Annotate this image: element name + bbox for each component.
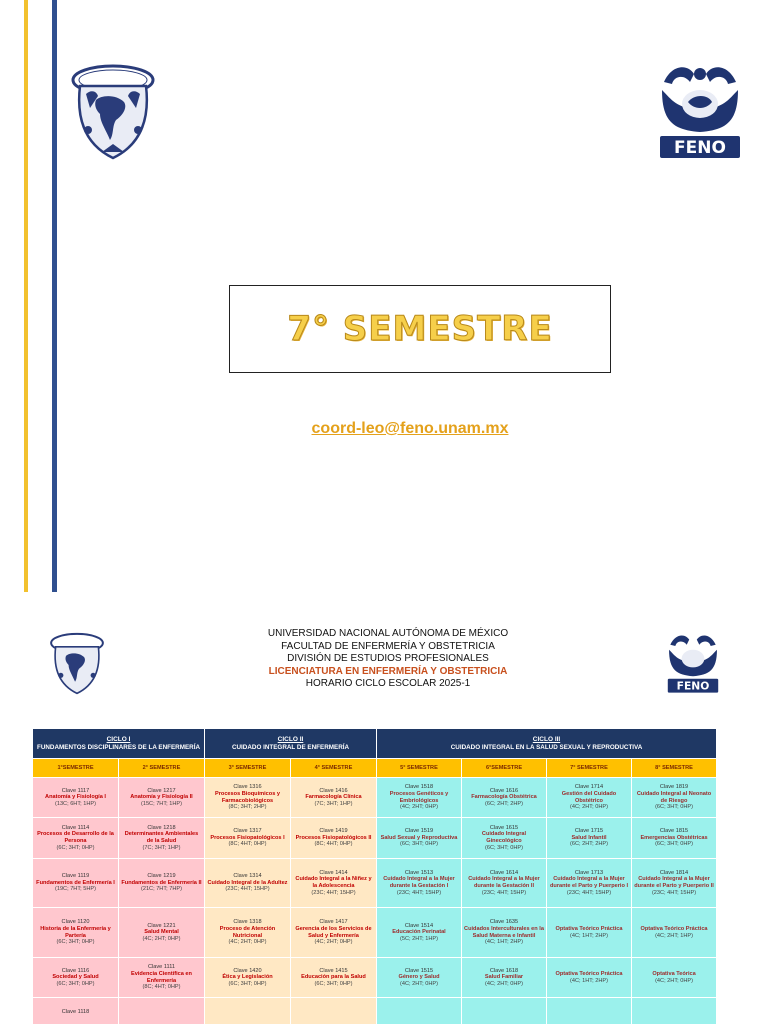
- course-hours: (13C; 6HT; 1HP): [54, 800, 97, 807]
- course-name: Salud Familiar: [484, 974, 524, 981]
- course-cell: [462, 778, 547, 818]
- course-hours: (23C; 4HT; 15HP): [396, 889, 442, 896]
- course-hours: (23C; 4HT; 15HP): [225, 886, 270, 893]
- course-name: Procesos Fisiopatológicos I: [210, 834, 285, 841]
- header-line-university: UNIVERSIDAD NACIONAL AUTÓNOMA DE MÉXICO: [267, 628, 509, 639]
- semester-header: 2° SEMESTRE: [119, 759, 205, 778]
- course-key: Clave 1420: [233, 967, 262, 974]
- cycle-number: CICLO II: [277, 735, 304, 743]
- course-name: Sociedad y Salud: [52, 974, 99, 981]
- cycle-name: CUIDADO INTEGRAL EN LA SALUD SEXUAL Y REPRODUCTIVA: [450, 743, 643, 751]
- course-hours: (23C; 4HT; 15HP): [481, 889, 527, 896]
- institution-header: [170, 628, 606, 691]
- course-cell: [462, 998, 547, 1024]
- course-cell: [205, 908, 291, 958]
- semester-header: 8° SEMESTRE: [632, 759, 717, 778]
- course-key: Clave 1819: [659, 784, 689, 791]
- course-cell: [33, 998, 119, 1024]
- header-line-division: DIVISIÓN DE ESTUDIOS PROFESIONALES: [287, 653, 489, 664]
- course-key: Clave 1111: [147, 964, 176, 971]
- course-key: Clave 1419: [319, 828, 348, 835]
- cycle-name: CUIDADO INTEGRAL DE ENFERMERÍA: [231, 743, 350, 751]
- course-cell: [205, 778, 291, 818]
- course-key: Clave 1515: [404, 967, 434, 974]
- cycle-header: [377, 729, 717, 759]
- course-cell: [462, 859, 547, 908]
- course-cell: [632, 818, 717, 859]
- course-name: Salud Mental: [144, 929, 179, 936]
- course-cell: [462, 818, 547, 859]
- course-cell: [632, 958, 717, 998]
- course-name: Farmacología Clínica: [305, 794, 362, 801]
- course-cell: [119, 859, 205, 908]
- course-key: Clave 1119: [61, 873, 90, 880]
- course-cell: [205, 998, 291, 1024]
- table-row: [33, 998, 717, 1024]
- semester-header: 4° SEMESTRE: [291, 759, 377, 778]
- course-hours: (4C; 2HT; 0HP): [400, 804, 438, 811]
- course-cell: [33, 818, 119, 859]
- table-row: [33, 859, 717, 908]
- course-name: Procesos Fisiopatológicos II: [295, 834, 372, 841]
- semester-header-row: [33, 759, 717, 778]
- course-cell: [291, 958, 377, 998]
- course-key: Clave 1218: [147, 824, 176, 831]
- course-hours: (6C; 3HT; 0HP): [400, 841, 438, 848]
- course-key: Clave 1417: [319, 919, 348, 926]
- course-hours: (6C; 3HT; 0HP): [56, 980, 95, 987]
- course-hours: (6C; 2HT; 2HP): [570, 841, 608, 848]
- course-hours: (4C; 2HT; 0HP): [228, 939, 267, 946]
- course-cell: [291, 908, 377, 958]
- course-name: Salud Infantil: [571, 834, 607, 841]
- course-key: Clave 1317: [233, 828, 262, 835]
- course-hours: (6C; 3HT; 0HP): [485, 844, 523, 851]
- course-name: Cuidado Integral Ginecológico: [481, 831, 527, 844]
- course-cell: [377, 818, 462, 859]
- course-hours: (6C; 3HT; 0HP): [56, 939, 95, 946]
- course-hours: (6C; 3HT; 0HP): [314, 980, 353, 987]
- course-name: Optativa Teórico Práctica: [555, 925, 623, 932]
- course-name: Cuidado Integral al Neonato de Riesgo: [636, 790, 712, 804]
- course-hours: (4C; 2HT; 0HP): [655, 977, 693, 984]
- course-name: Historia de la Enfermería y Partería: [40, 925, 111, 939]
- course-cell: [632, 778, 717, 818]
- course-hours: (23C; 4HT; 15HP): [651, 889, 697, 896]
- course-key: Clave 1318: [233, 919, 262, 926]
- feno-logo: [664, 630, 722, 696]
- course-cell: [119, 958, 205, 998]
- course-hours: (8C; 4HT; 0HP): [228, 841, 267, 848]
- course-name: Optativa Teórica: [652, 970, 696, 977]
- course-cell: [291, 778, 377, 818]
- course-hours: (6C; 3HT; 0HP): [655, 841, 693, 848]
- course-cell: [377, 958, 462, 998]
- course-hours: (23C; 4HT; 15HP): [566, 889, 612, 896]
- course-key: Clave 1217: [147, 787, 176, 794]
- table-row: [33, 778, 717, 818]
- course-key: Clave 1616: [489, 787, 519, 794]
- course-cell: [119, 778, 205, 818]
- course-hours: (4C; 2HT; 0HP): [142, 935, 181, 942]
- course-cell: [119, 818, 205, 859]
- course-name: Optativa Teórico Práctica: [640, 925, 708, 932]
- course-cell: [547, 818, 632, 859]
- course-rows: [33, 778, 717, 1024]
- unam-seal-logo: [46, 630, 108, 696]
- course-key: Clave 1114: [61, 824, 90, 831]
- coordination-email-link[interactable]: coord-leo@feno.unam.mx: [311, 420, 509, 437]
- course-hours: (5C; 2HT; 1HP): [400, 935, 438, 942]
- table-row: [33, 818, 717, 859]
- course-key: Clave 1221: [147, 922, 176, 929]
- course-key: Clave 1514: [404, 922, 434, 929]
- course-cell: [291, 998, 377, 1024]
- course-name: Procesos de Desarrollo de la Persona: [37, 831, 114, 844]
- course-key: Clave 1815: [659, 828, 689, 835]
- course-key: Clave 1615: [489, 824, 519, 831]
- course-cell: [377, 998, 462, 1024]
- feno-logo-text: FENO: [674, 138, 726, 158]
- course-name: Evidencia Científica en Enfermería: [131, 970, 192, 984]
- slide-divider: [0, 594, 768, 618]
- header-line-schedule: HORARIO CICLO ESCOLAR 2025-1: [305, 678, 471, 689]
- course-hours: (4C; 1HT; 2HP): [485, 939, 523, 946]
- course-name: Cuidado Integral de la Adultez: [207, 879, 288, 886]
- course-cell: [205, 859, 291, 908]
- course-name: Educación Perinatal: [392, 929, 446, 936]
- semester-title-box: [229, 285, 611, 373]
- cycle-number: CICLO III: [532, 735, 561, 743]
- feno-logo: [654, 60, 746, 162]
- course-key: Clave 1814: [659, 869, 689, 876]
- course-name: Anatomía y Fisiología I: [45, 794, 106, 801]
- curriculum-table: [32, 728, 717, 1024]
- course-hours: (19C; 7HT; 5HP): [54, 886, 97, 893]
- course-name: Salud Sexual y Reproductiva: [380, 834, 458, 841]
- course-cell: [462, 958, 547, 998]
- cycle-header: [33, 729, 205, 759]
- course-hours: (4C; 2HT; 0HP): [570, 804, 608, 811]
- course-key: Clave 1715: [574, 828, 604, 835]
- semester-header: 3° SEMESTRE: [205, 759, 291, 778]
- course-key: Clave 1518: [404, 784, 434, 791]
- course-key: Clave 1120: [61, 919, 90, 926]
- course-key: Clave 1416: [319, 787, 348, 794]
- course-cell: [33, 859, 119, 908]
- course-hours: (4C; 2HT; 0HP): [400, 980, 438, 987]
- course-key: Clave 1414: [319, 869, 348, 876]
- course-cell: [33, 778, 119, 818]
- course-hours: (6C; 3HT; 0HP): [228, 980, 267, 987]
- course-cell: [462, 908, 547, 958]
- course-name: Procesos Bioquímicos y Farmacobiológicos: [215, 790, 280, 804]
- course-name: Emergencias Obstétricas: [640, 834, 708, 841]
- course-cell: [33, 958, 119, 998]
- course-key: Clave 1519: [404, 828, 434, 835]
- course-cell: [205, 958, 291, 998]
- cycle-number: CICLO I: [106, 735, 131, 743]
- course-hours: (7C; 3HT; 1HP): [314, 800, 353, 807]
- course-key: Clave 1415: [319, 967, 348, 974]
- course-cell: [632, 998, 717, 1024]
- header-line-degree: LICENCIATURA EN ENFERMERÍA Y OBSTETRICIA: [268, 665, 508, 677]
- feno-logo-text: FENO: [676, 679, 710, 693]
- course-name: Cuidado Integral a la Mujer durante el Parto y Puerperio II: [634, 876, 714, 889]
- course-cell: [33, 908, 119, 958]
- course-name: Farmacología Obstétrica: [471, 794, 537, 801]
- course-hours: (7C; 3HT; 1HP): [142, 844, 181, 851]
- course-hours: (4C; 1HT; 2HP): [570, 977, 608, 984]
- course-cell: [119, 998, 205, 1024]
- table-row: [33, 908, 717, 958]
- course-hours: (4C; 2HT; 1HP): [655, 932, 693, 939]
- cycle-name: FUNDAMENTOS DISCIPLINARES DE LA ENFERMERÍA: [36, 743, 201, 751]
- course-name: Gestión del Cuidado Obstétrico: [561, 790, 617, 804]
- course-key: Clave 1614: [489, 869, 519, 876]
- course-cell: [291, 859, 377, 908]
- course-key: Clave 1116: [61, 967, 90, 974]
- course-name: Cuidado Integral a la Mujer durante el Parto y Puerperio I: [549, 876, 629, 889]
- course-name: Proceso de Atención Nutricional: [219, 925, 276, 939]
- course-cell: [377, 859, 462, 908]
- course-name: Fundamentos de Enfermería II: [121, 879, 202, 886]
- course-cell: [291, 818, 377, 859]
- course-key: Clave 1118: [61, 1009, 90, 1016]
- course-cell: [377, 778, 462, 818]
- course-name: Gerencia de los Servicios de Salud y Enfermería: [295, 925, 372, 939]
- course-name: Ética y Legislación: [222, 974, 273, 981]
- course-name: Educación para la Salud: [301, 974, 366, 981]
- course-name: Cuidado Integral a la Niñez y la Adolescencia: [295, 876, 372, 889]
- course-hours: (6C; 3HT; 0HP): [56, 844, 95, 851]
- course-name: Cuidado Integral a la Mujer durante la Gestación I: [383, 876, 455, 889]
- semester-header: 5° SEMESTRE: [377, 759, 462, 778]
- schedule-slide: [0, 618, 768, 1024]
- course-hours: (15C; 7HT; 1HP): [140, 800, 183, 807]
- blue-side-bar: [52, 0, 57, 592]
- course-hours: (8C; 4HT; 0HP): [314, 841, 353, 848]
- course-key: Clave 1316: [233, 784, 262, 791]
- course-hours: (6C; 3HT; 0HP): [655, 804, 693, 811]
- course-cell: [632, 859, 717, 908]
- course-cell: [377, 908, 462, 958]
- course-cell: [632, 908, 717, 958]
- course-name: Determinantes Ambientales de la Salud: [124, 831, 199, 844]
- course-name: Cuidado Integral a la Mujer durante la Gestación II: [468, 876, 540, 889]
- course-hours: (8C; 3HT; 2HP): [228, 804, 267, 811]
- course-hours: (21C; 7HT; 7HP): [140, 886, 183, 893]
- course-name: Género y Salud: [398, 974, 440, 981]
- course-cell: [119, 908, 205, 958]
- course-hours: (23C; 4HT; 15HP): [311, 889, 356, 896]
- course-name: Fundamentos de Enfermería I: [36, 879, 115, 886]
- header-line-faculty: FACULTAD DE ENFERMERÍA Y OBSTETRICIA: [281, 640, 495, 652]
- course-cell: [205, 818, 291, 859]
- course-hours: (4C; 2HT; 0HP): [314, 939, 353, 946]
- course-key: Clave 1713: [574, 869, 604, 876]
- course-key: Clave 1219: [147, 873, 176, 880]
- semester-header: 7° SEMESTRE: [547, 759, 632, 778]
- course-key: Clave 1714: [574, 784, 604, 791]
- semester-title: 7° SEMESTRE: [287, 309, 553, 349]
- gold-side-bar: [24, 0, 28, 592]
- course-name: Procesos Genéticos y Embriológicos: [389, 790, 449, 804]
- cycle-header: [205, 729, 377, 759]
- course-name: Optativa Teórico Práctica: [555, 970, 623, 977]
- semester-header: 6°SEMESTRE: [462, 759, 547, 778]
- table-row: [33, 958, 717, 998]
- course-hours: (4C; 2HT; 0HP): [485, 980, 523, 987]
- course-cell: [547, 958, 632, 998]
- course-name: Cuidados Interculturales en la Salud Materna e Infantil: [464, 925, 544, 939]
- course-key: Clave 1635: [489, 919, 519, 926]
- unam-seal-logo: [66, 60, 160, 162]
- course-hours: (4C; 1HT; 2HP): [570, 932, 608, 939]
- course-key: Clave 1314: [233, 873, 262, 880]
- course-key: Clave 1513: [404, 869, 434, 876]
- course-hours: (8C; 4HT; 0HP): [142, 984, 181, 991]
- course-cell: [547, 778, 632, 818]
- course-key: Clave 1117: [61, 787, 90, 794]
- course-name: Anatomía y Fisiología II: [130, 794, 193, 801]
- course-cell: [547, 908, 632, 958]
- course-cell: [547, 859, 632, 908]
- course-cell: [547, 998, 632, 1024]
- semester-header: 1°SEMESTRE: [33, 759, 119, 778]
- course-key: Clave 1618: [489, 967, 519, 974]
- course-hours: (6C; 2HT; 2HP): [485, 800, 523, 807]
